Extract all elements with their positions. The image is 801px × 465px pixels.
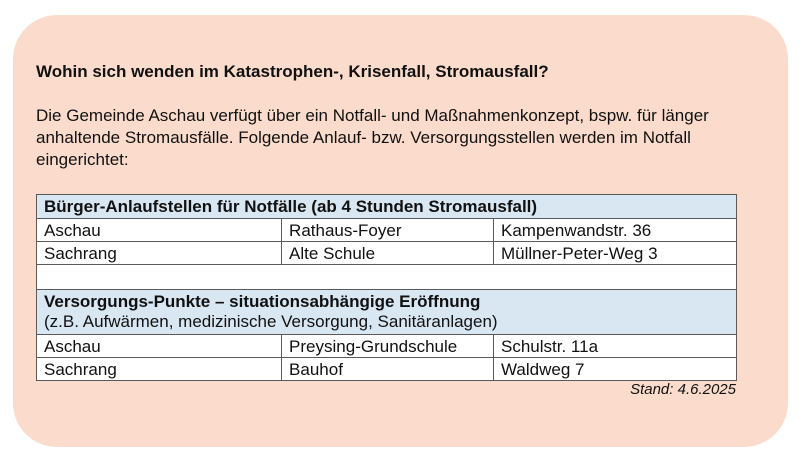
table-row (37, 219, 737, 242)
place-cell: Aschau (37, 219, 282, 242)
page-title: Wohin sich wenden im Katastrophen-, Krisenfall, Stromausfall? (36, 62, 549, 81)
location-cell: Alte Schule (282, 242, 494, 265)
address-cell: Waldweg 7 (494, 358, 737, 381)
locations-table (36, 194, 737, 381)
place-cell: Sachrang (37, 358, 282, 381)
table-row (37, 335, 737, 358)
place-cell: Sachrang (37, 242, 282, 265)
empty-cell (37, 265, 737, 290)
address-cell: Schulstr. 11a (494, 335, 737, 358)
table-row (37, 358, 737, 381)
address-cell: Müllner-Peter-Weg 3 (494, 242, 737, 265)
date-stamp: Stand: 4.6.2025 (630, 381, 736, 398)
section-subtitle: (z.B. Aufwärmen, medizinische Versorgung, Sanitäranlagen) (44, 312, 498, 331)
place-cell: Aschau (37, 335, 282, 358)
table-row (37, 242, 737, 265)
location-cell: Rathaus-Foyer (282, 219, 494, 242)
section-header-versorgungspunkte (37, 290, 737, 335)
section-header-anlaufstellen (37, 195, 737, 219)
address-cell: Kampenwandstr. 36 (494, 219, 737, 242)
intro-paragraph: Die Gemeinde Aschau verfügt über ein Notfall- und Maßnahmenkonzept, bspw. für länger anhaltende Stromausfälle. Folgende Anlauf- bzw. Versorgungsstellen werden im Notfall eingerichtet: (36, 106, 709, 169)
location-cell: Bauhof (282, 358, 494, 381)
section-header-cell (37, 290, 737, 335)
location-cell: Preysing-Grundschule (282, 335, 494, 358)
section-title: Bürger-Anlaufstellen für Notfälle (ab 4 Stunden Stromausfall) (37, 195, 737, 219)
spacer-row (37, 265, 737, 290)
section-title: Versorgungs-Punkte – situationsabhängige Eröffnung (44, 292, 481, 311)
